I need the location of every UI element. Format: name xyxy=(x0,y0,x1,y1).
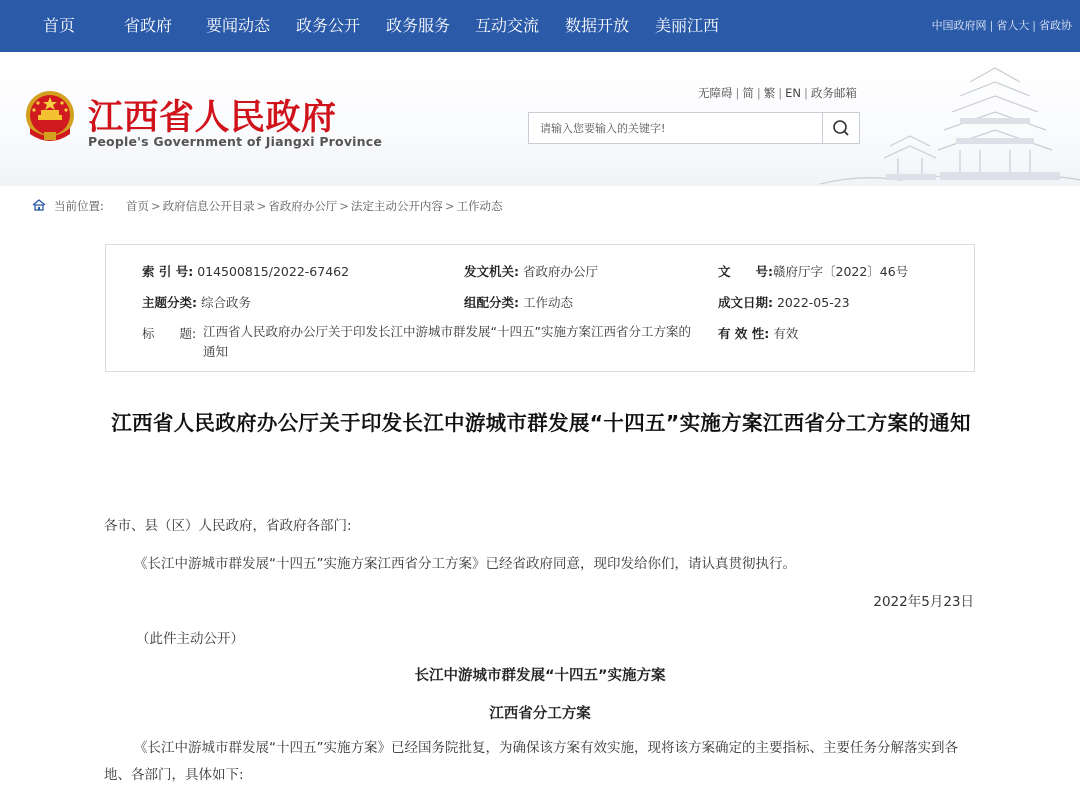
nav-item-home[interactable]: 首页 xyxy=(43,16,76,35)
public-note: （此件主动公开） xyxy=(136,631,244,647)
body-paragraph-2: 《长江中游城市群发展“十四五”实施方案》已经国务院批复，为确保该方案有效实施，现将该方案确定的主要指标、主要任务分解落实到各地、各部门，具体如下: xyxy=(104,740,958,783)
nav-item-government-services[interactable]: 政务服务 xyxy=(386,16,451,35)
search-box xyxy=(528,112,860,144)
nav-item-interaction[interactable]: 互动交流 xyxy=(475,16,540,35)
article-content xyxy=(16,226,1064,796)
issue-date: 2022年5月23日 xyxy=(873,594,974,610)
breadcrumb-office[interactable]: 省政府办公厅 xyxy=(268,199,338,213)
meta-validity: 有 效 性: 有效 xyxy=(718,326,799,341)
top-navigation-bar xyxy=(0,0,1080,52)
breadcrumb-trail: 首页 > 政府信息公开目录 > 省政府办公厅 > 法定主动公开内容 > 工作动态 xyxy=(126,199,503,213)
link-accessibility[interactable]: 无障碍 xyxy=(698,86,733,100)
link-provincial-cppcc[interactable]: 省政协 xyxy=(1039,19,1072,32)
breadcrumb-label: 当前位置: xyxy=(54,199,104,213)
meta-document-number: 文 号:赣府厅字〔2022〕46号 xyxy=(718,264,909,279)
document-metadata-table xyxy=(105,244,975,372)
breadcrumb xyxy=(16,186,1064,226)
link-provincial-congress[interactable]: 省人大 xyxy=(996,19,1030,32)
nav-item-provincial-government[interactable]: 省政府 xyxy=(124,16,173,35)
home-icon xyxy=(32,199,46,211)
meta-index-number: 索 引 号: 014500815/2022-67462 xyxy=(142,264,350,279)
breadcrumb-work-updates[interactable]: 工作动态 xyxy=(456,199,503,213)
nav-item-beautiful-jiangxi[interactable]: 美丽江西 xyxy=(655,16,720,35)
link-china-government[interactable]: 中国政府网 xyxy=(931,19,987,32)
link-traditional[interactable]: 繁 xyxy=(763,86,776,100)
article-title: 江西省人民政府办公厅关于印发长江中游城市群发展“十四五”实施方案江西省分工方案的通知 xyxy=(111,411,971,435)
pavilion-skyline-illustration xyxy=(820,62,1080,186)
meta-issuer: 发文机关: 省政府办公厅 xyxy=(464,264,598,279)
nav-item-news[interactable]: 要闻动态 xyxy=(206,16,271,35)
link-simplified[interactable]: 简 xyxy=(742,86,754,100)
top-right-links: 中国政府网 | 省人大 | 省政协 xyxy=(931,19,1072,32)
nav-item-government-affairs-public[interactable]: 政务公开 xyxy=(296,16,361,35)
nav-item-open-data[interactable]: 数据开放 xyxy=(565,16,630,35)
utility-links: 无障碍 | 简 | 繁 | EN | 政务邮箱 xyxy=(698,86,857,100)
site-header xyxy=(0,52,1080,186)
link-english[interactable]: EN xyxy=(785,86,801,100)
meta-subject-label: 标 题: xyxy=(142,326,197,341)
breadcrumb-info-catalog[interactable]: 政府信息公开目录 xyxy=(162,199,255,213)
link-government-mailbox[interactable]: 政务邮箱 xyxy=(810,86,857,100)
meta-subject-value: 江西省人民政府办公厅关于印发长江中游城市群发展“十四五”实施方案江西省分工方案的通知 xyxy=(203,324,691,359)
breadcrumb-statutory-content[interactable]: 法定主动公开内容 xyxy=(350,199,443,213)
plan-title: 长江中游城市群发展“十四五”实施方案 xyxy=(414,668,666,684)
site-title-english: People's Government of Jiangxi Province xyxy=(88,134,383,149)
meta-category: 组配分类: 工作动态 xyxy=(464,295,573,310)
search-input[interactable] xyxy=(529,113,823,143)
meta-topic: 主题分类: 综合政务 xyxy=(142,295,251,310)
salutation: 各市、县（区）人民政府，省政府各部门: xyxy=(104,518,352,534)
site-title: 江西省人民政府 xyxy=(88,97,337,138)
breadcrumb-home[interactable]: 首页 xyxy=(126,199,149,213)
meta-date: 成文日期: 2022-05-23 xyxy=(718,295,850,310)
body-paragraph-1: 《长江中游城市群发展“十四五”实施方案江西省分工方案》已经省政府同意，现印发给你们，请认真贯彻执行。 xyxy=(134,556,796,572)
plan-subtitle: 江西省分工方案 xyxy=(489,706,591,722)
national-emblem-icon xyxy=(22,88,78,146)
